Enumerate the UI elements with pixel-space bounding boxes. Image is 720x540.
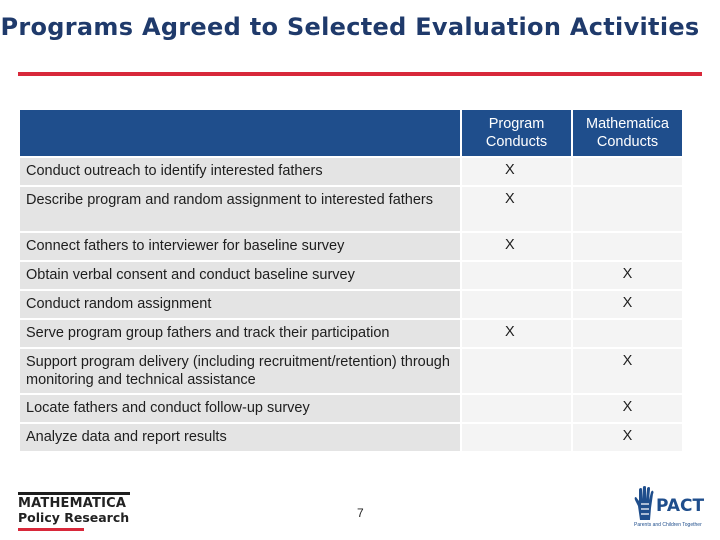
activity-label: Describe program and random assignment to interested fathers <box>20 187 460 231</box>
program-mark: X <box>462 233 571 260</box>
header-blank-cell <box>20 110 460 156</box>
mathematica-mark: X <box>573 424 682 451</box>
activity-label: Conduct random assignment <box>20 291 460 318</box>
table-header-row <box>20 110 682 156</box>
pact-wordmark: PACT <box>656 496 705 516</box>
table-row <box>20 158 682 185</box>
program-mark <box>462 291 571 318</box>
activities-table <box>18 108 684 453</box>
logo-line-1: MATHEMATICA <box>18 496 127 511</box>
header-mathematica-conducts: Mathematica Conducts <box>573 110 682 156</box>
mathematica-mark <box>573 320 682 347</box>
table-row <box>20 424 682 451</box>
table-row <box>20 233 682 260</box>
activity-label: Obtain verbal consent and conduct baseline survey <box>20 262 460 289</box>
program-mark <box>462 395 571 422</box>
pact-logo <box>632 486 708 532</box>
program-mark <box>462 262 571 289</box>
mathematica-mark <box>573 187 682 231</box>
table-row <box>20 291 682 318</box>
mathematica-mark: X <box>573 349 682 393</box>
page-number: 7 <box>357 506 364 520</box>
table-row <box>20 320 682 347</box>
mathematica-mark <box>573 233 682 260</box>
pact-tagline: Parents and Children Together <box>634 522 702 528</box>
table-row <box>20 395 682 422</box>
slide-title: Programs Agreed to Selected Evaluation Activities <box>0 13 700 41</box>
program-mark: X <box>462 187 571 231</box>
table-row <box>20 262 682 289</box>
mathematica-mark <box>573 158 682 185</box>
title-divider <box>18 72 702 76</box>
logo-line-2: Policy Research <box>18 510 130 525</box>
activity-label: Analyze data and report results <box>20 424 460 451</box>
mathematica-mark: X <box>573 262 682 289</box>
activity-label: Connect fathers to interviewer for baseline survey <box>20 233 460 260</box>
program-mark <box>462 424 571 451</box>
mathematica-logo <box>18 492 130 531</box>
activity-label: Locate fathers and conduct follow-up survey <box>20 395 460 422</box>
activity-label: Conduct outreach to identify interested fathers <box>20 158 460 185</box>
mathematica-mark: X <box>573 291 682 318</box>
program-mark: X <box>462 158 571 185</box>
hand-icon <box>632 486 658 522</box>
program-mark <box>462 349 571 393</box>
logo-top-rule <box>18 492 130 495</box>
header-program-conducts: Program Conducts <box>462 110 571 156</box>
activity-label: Support program delivery (including recruitment/retention) through monitoring and technical assistance <box>20 349 460 393</box>
logo-red-rule <box>18 528 84 531</box>
mathematica-mark: X <box>573 395 682 422</box>
program-mark: X <box>462 320 571 347</box>
table-row <box>20 187 682 231</box>
activity-label: Serve program group fathers and track their participation <box>20 320 460 347</box>
table-row <box>20 349 682 393</box>
